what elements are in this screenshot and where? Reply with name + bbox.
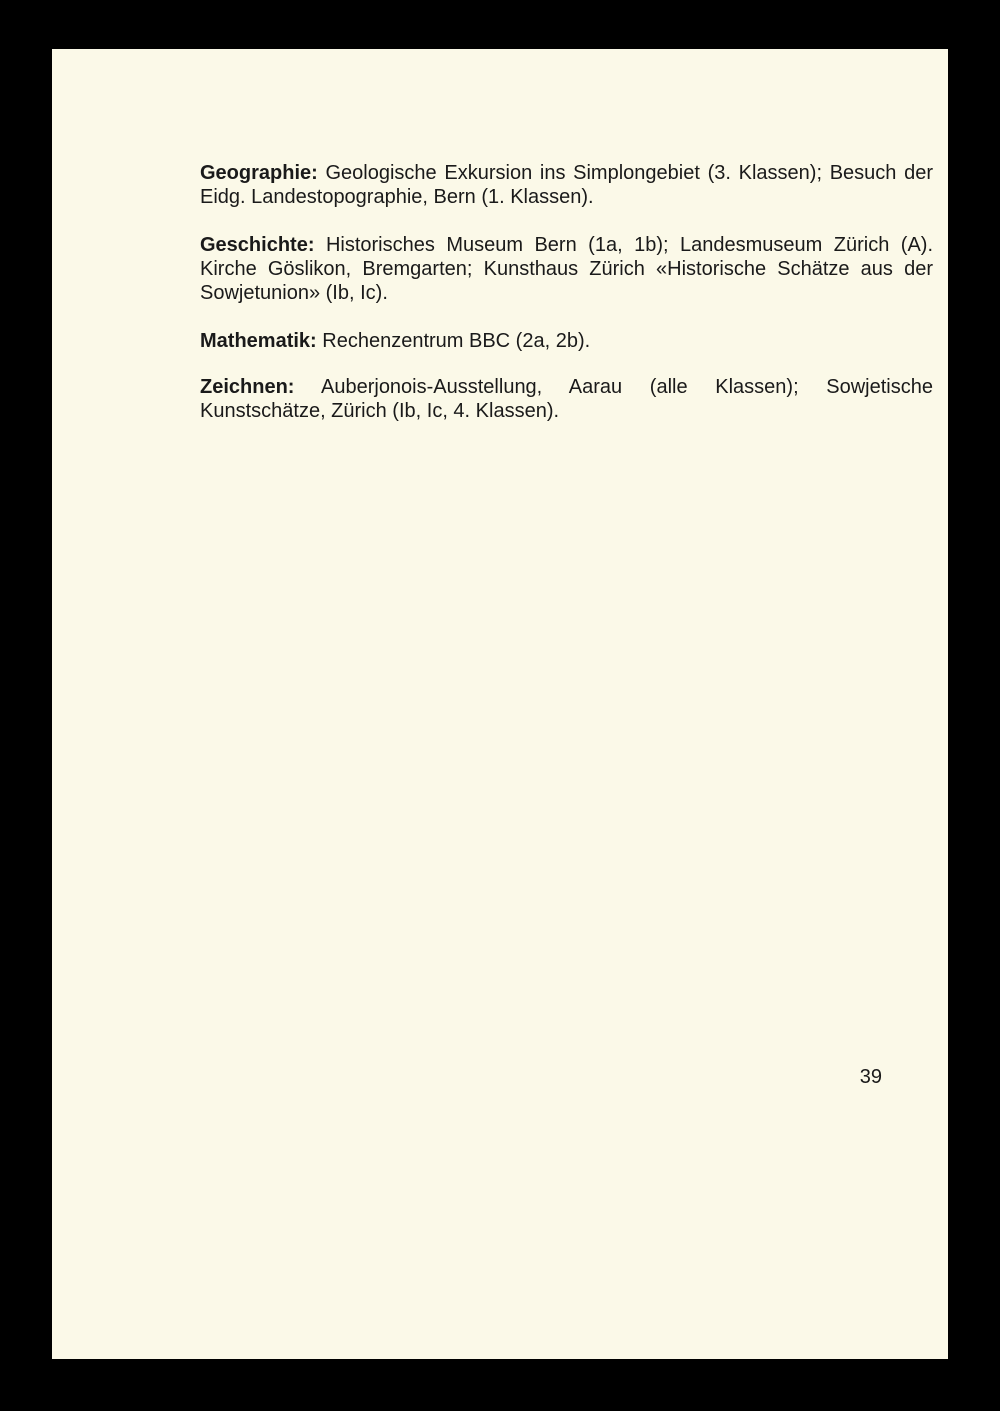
entry-heading: Mathematik: xyxy=(200,330,317,352)
entry-mathematik xyxy=(200,329,933,353)
entry-text: Rechenzentrum BBC (2a, 2b). xyxy=(322,330,591,352)
document-page xyxy=(52,49,948,1359)
entry-text: Geologische Exkursion ins Simplongebiet (3. Klassen); Besuch der Eidg. Landestopographie, Bern (1. Klassen). xyxy=(200,162,933,208)
entry-geschichte xyxy=(200,233,933,305)
entry-heading: Geographie: xyxy=(200,162,318,184)
entry-geographie xyxy=(200,161,933,209)
entry-zeichnen xyxy=(200,375,933,423)
entry-text: Historisches Museum Bern (1a, 1b); Landesmuseum Zürich (A). Kirche Göslikon, Bremgarten; Kunsthaus Zürich «Historische Schätze aus der Sowjetunion» (Ib, Ic). xyxy=(200,234,934,304)
page-number: 39 xyxy=(859,1066,882,1088)
entry-text: Auberjonois-Ausstellung, Aarau (alle Klassen); Sowjetische Kunstschätze, Zürich (Ib, Ic, 4. Klassen). xyxy=(200,376,933,422)
entry-heading: Geschichte: xyxy=(200,234,315,256)
entry-heading: Zeichnen: xyxy=(200,376,295,398)
